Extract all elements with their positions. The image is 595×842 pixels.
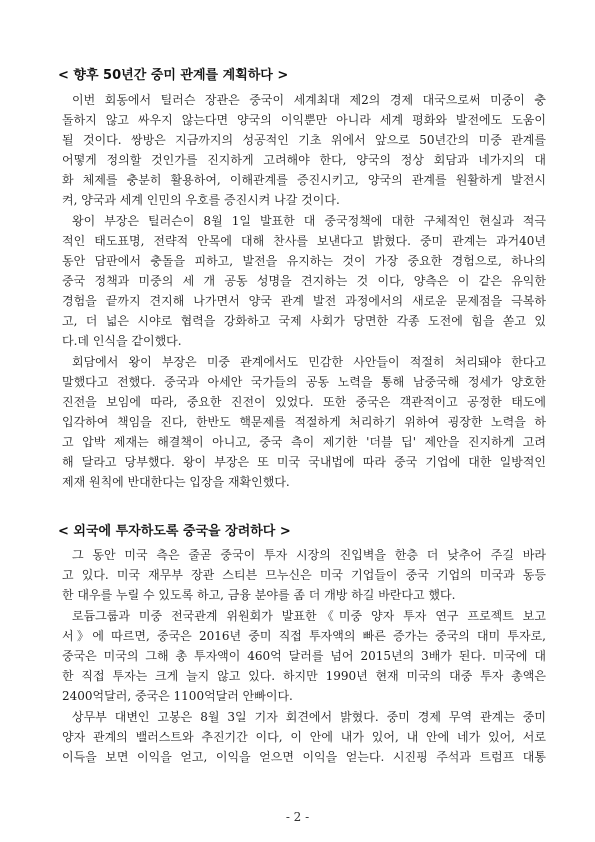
paragraph-line: 로듐그룹과 미중 전국관계 위원회가 발표한《미중 양자 투자 연구 프로젝트 보고: [72, 609, 546, 623]
paragraph-line: 서》에 따르면, 중국은 2016년 중미 직접 투자액의 빠른 증가는 중국의 대미 투자로,: [62, 629, 546, 643]
paragraph-line: 한 대우를 누릴 수 있도록 하고, 금융 분야를 좀 더 개방 하길 바란다고 했다.: [62, 588, 456, 602]
paragraph-line: 적인 태도표명, 전략적 안목에 대해 찬사를 보낸다고 밝혔다. 중미 관계는 과거40년: [62, 234, 546, 248]
paragraph-line: 경험을 끝까지 견지해 나가면서 양국 관계 발전 과정에서의 새로운 문제점을 극복하: [62, 294, 546, 308]
paragraph-line: 고 압박 제재는 해결책이 아니고, 중국 측이 제기한 '더블 딥' 제안을 진지하게 고려: [62, 435, 546, 449]
paragraph-line: 화 체제를 충분히 활용하여, 이해관계를 증진시키고, 양국의 관계를 원활하게 발전시: [62, 173, 546, 187]
paragraph-line: 입각하여 책임을 진다, 한반도 핵문제를 적절하게 처리하기 위하여 굉장한 노력을 하: [62, 415, 546, 429]
paragraph-line: 말했다고 전했다. 중국과 아세안 국가들의 공동 노력을 통해 남중국해 정세가 양호한: [62, 375, 546, 389]
paragraph-line: 양자 관계의 밸러스트와 추진기간 이다, 이 안에 내가 있어, 내 안에 네가 있어, 서로: [62, 730, 546, 744]
paragraph-line: 중국 정책과 미중의 세 개 공동 성명을 견지하는 것 이다, 양측은 이 같은 유익한: [62, 274, 546, 288]
paragraph-line: 상무부 대변인 고봉은 8월 3일 기자 회견에서 밝혔다. 중미 경제 무역 관계는 중미: [72, 710, 546, 724]
paragraph-line: 이번 회동에서 틸러슨 장관은 중국이 세계최대 제2의 경제 대국으로써 미중이 충: [72, 93, 546, 107]
paragraph-line: 중국은 미국의 그해 총 투자액이 460억 달러를 넘어 2015년의 3배가 된다. 미국에 대: [62, 649, 546, 663]
paragraph-line: 회담에서 왕이 부장은 미중 관계에서도 민감한 사안들이 적절히 처리돼야 한다고: [72, 355, 546, 369]
paragraph-line: 그 동안 미국 측은 줄곧 중국이 투자 시장의 진입벽을 한층 더 낮추어 주길 바라: [72, 548, 546, 562]
paragraph-line: 돌하지 않고 싸우지 않는다면 양국의 이익뿐만 아니라 세계 평화와 발전에도 도움이: [62, 113, 546, 127]
paragraph-line: 될 것이다. 쌍방은 지금까지의 성공적인 기초 위에서 앞으로 50년간의 미중 관계를: [62, 133, 546, 147]
paragraph-line: 고, 더 넓은 시야로 협력을 강화하고 국제 사회가 당면한 각종 도전에 힘을 쏟고 있: [62, 314, 546, 328]
paragraph-line: 이득을 보면 이익을 얻고, 이익을 얻으면 이익을 얻는다. 시진핑 주석과 트럼프 대통: [62, 750, 546, 764]
paragraph-line: 다.데 인식을 같이했다.: [62, 334, 182, 348]
section-heading-2: < 외국에 투자하도록 중국을 장려하다 >: [58, 524, 291, 539]
paragraph-line: 고 있다. 미국 재무부 장관 스티븐 므누신은 미국 기업들이 중국 기업의 미국과 동등: [62, 568, 546, 582]
paragraph-line: 제재 원칙에 반대한다는 입장을 재확인했다.: [62, 475, 290, 489]
page-number: - 2 -: [285, 810, 310, 824]
paragraph-line: 어떻게 정의할 것인가를 진지하게 고려해야 한다, 양국의 정상 회담과 네가지의 대: [62, 153, 546, 167]
paragraph-line: 왕이 부장은 틸러슨이 8월 1일 발표한 대 중국정책에 대한 구체적인 현실과 적극: [72, 214, 546, 228]
paragraph-line: 한 직접 투자는 크게 늘지 않고 있다. 하지만 1990년 현재 미국의 대중 투자 총액은: [62, 669, 546, 683]
paragraph-line: 진전을 보임에 따라, 중요한 진전이 있었다. 또한 중국은 객관적이고 공정한 태도에: [62, 395, 546, 409]
paragraph-line: 2400억달러, 중국은 1100억달러 안빠이다.: [62, 689, 293, 703]
section-heading-1: < 향후 50년간 중미 관계를 계획하다 >: [58, 68, 289, 83]
paragraph-line: 해 달라고 당부했다. 왕이 부장은 또 미국 국내법에 따라 중국 기업에 대한 일방적인: [62, 455, 546, 469]
paragraph-line: 동안 담판에서 충돌을 피하고, 발전을 유지하는 것이 가장 중요한 경험으로, 하나의: [62, 254, 546, 268]
paragraph-line: 켜, 양국과 세계 인민의 우호를 증진시켜 나갈 것이다.: [62, 193, 340, 207]
